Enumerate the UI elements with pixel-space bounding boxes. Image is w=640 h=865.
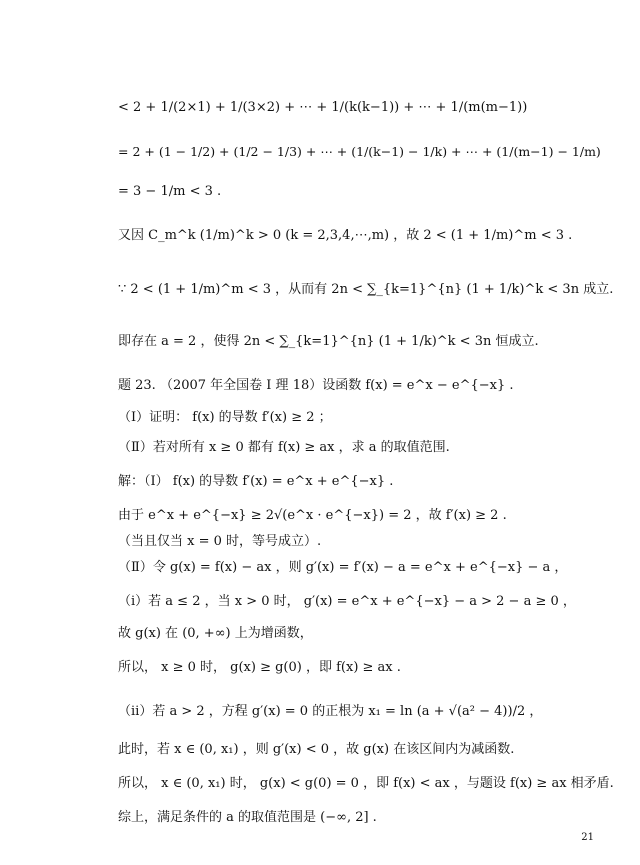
case-ii: （ⅱ）若 a > 2 ，方程 g′(x) = 0 的正根为 x₁ = ln (a + √(a² − 4))/2 ，: [118, 704, 543, 719]
line-4: 又因 C_m^k (1/m)^k > 0 (k = 2,3,4,⋯,m) ，故 2 < (1 + 1/m)^m < 3 .: [118, 228, 573, 243]
line-3: = 3 − 1/m < 3 .: [118, 184, 222, 199]
solution-part-2: （Ⅱ）令 g(x) = f(x) − ax ，则 g′(x) = f′(x) − a = e^x + e^{−x} − a ，: [118, 560, 568, 575]
line-19: 所以， x ∈ (0, x₁) 时， g(x) < g(0) = 0 ，即 f(x) < ax ，与题设 f(x) ≥ ax 相矛盾.: [118, 776, 614, 791]
line-18: 此时，若 x ∈ (0, x₁) ，则 g′(x) < 0 ，故 g(x) 在该区间内为减函数.: [118, 742, 515, 757]
line-5: ∵ 2 < (1 + 1/m)^m < 3 ，从而有 2n < ∑_{k=1}^{n} (1 + 1/k)^k < 3n 成立.: [118, 282, 614, 297]
line-1: < 2 + 1/(2×1) + 1/(3×2) + ⋯ + 1/(k(k−1)) + ⋯ + 1/(m(m−1)): [118, 100, 528, 115]
problem-title: 题 23. （2007 年全国卷 I 理 18）设函数 f(x) = e^x − e^{−x} .: [118, 378, 514, 393]
page-number: 21: [581, 832, 594, 843]
line-2: = 2 + (1 − 1/2) + (1/2 − 1/3) + ⋯ + (1/(k−1) − 1/k) + ⋯ + (1/(m−1) − 1/m): [118, 144, 601, 159]
case-i: （ⅰ）若 a ≤ 2 ，当 x > 0 时， g′(x) = e^x + e^{−x} − a > 2 − a ≥ 0 ，: [118, 594, 576, 609]
part-2-statement: （Ⅱ）若对所有 x ≥ 0 都有 f(x) ≥ ax ，求 a 的取值范围.: [118, 440, 450, 455]
line-6: 即存在 a = 2 ，使得 2n < ∑_{k=1}^{n} (1 + 1/k)^k < 3n 恒成立.: [118, 334, 539, 349]
solution-part-1: 解：（Ⅰ） f(x) 的导数 f′(x) = e^x + e^{−x} .: [118, 474, 394, 489]
conclusion: 综上，满足条件的 a 的取值范围是 (−∞, 2] .: [118, 810, 377, 825]
line-15: 故 g(x) 在 (0, +∞) 上为增函数，: [118, 626, 313, 641]
part-1-statement: （Ⅰ）证明： f(x) 的导数 f′(x) ≥ 2 ；: [118, 410, 332, 425]
line-12: （当且仅当 x = 0 时，等号成立）.: [118, 534, 322, 549]
line-11: 由于 e^x + e^{−x} ≥ 2√(e^x · e^{−x}) = 2 ，故 f′(x) ≥ 2 .: [118, 508, 507, 523]
line-16: 所以， x ≥ 0 时， g(x) ≥ g(0) ，即 f(x) ≥ ax .: [118, 660, 401, 675]
